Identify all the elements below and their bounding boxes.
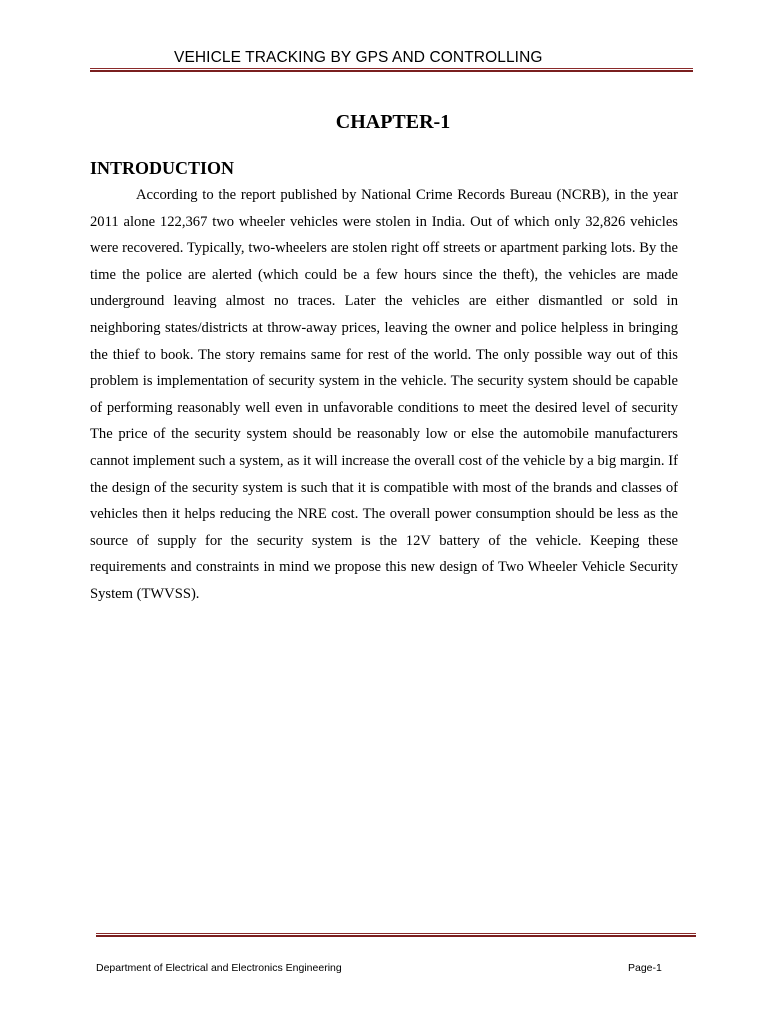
header-rule-thick-line [90,70,693,72]
chapter-title: CHAPTER-1 [335,111,451,133]
section-heading: INTRODUCTION [90,158,235,178]
footer-rule-thick-line [96,935,696,937]
footer-department: Department of Electrical and Electronics Engineering [96,962,342,974]
header-rule [90,68,693,72]
footer-rule-thin-line [96,933,696,934]
running-header-title: VEHICLE TRACKING BY GPS AND CONTROLLING [174,49,543,66]
footer-page-number: Page-1 [628,962,662,974]
body-paragraph: According to the report published by National Crime Records Bureau (NCRB), in the year 2011 alone 122,367 two wheeler vehicles were stolen in India. Out of which only 32,826 vehicles were recovered. Typically, two-wheelers are stolen right off streets or apartment parking lots. By the time the police are alerted (which could be a few hours since the theft), the vehicles are made underground leaving almost no traces. Later the vehicles are either dismantled or sold in neighboring states/districts at throw-away prices, leaving the owner and police helpless in bringing the thief to book. The story remains same for rest of the world. The only possible way out of this problem is implementation of security system in the vehicle. The security system should be capable of performing reasonably well even in unfavorable conditions to meet the desired level of security The price of the security system should be reasonably low or else the automobile manufacturers cannot implement such a system, as it will increase the overall cost of the vehicle by a big margin. If the design of the security system is such that it is compatible with most of the brands and classes of vehicles then it helps reducing the NRE cost. The overall power consumption should be less as the source of supply for the security system is the 12V battery of the vehicle. Keeping these requirements and constraints in mind we propose this new design of Two Wheeler Vehicle Security System (TWVSS). [90,187,678,602]
footer-rule [96,933,696,937]
header-rule-thin-line [90,68,693,69]
